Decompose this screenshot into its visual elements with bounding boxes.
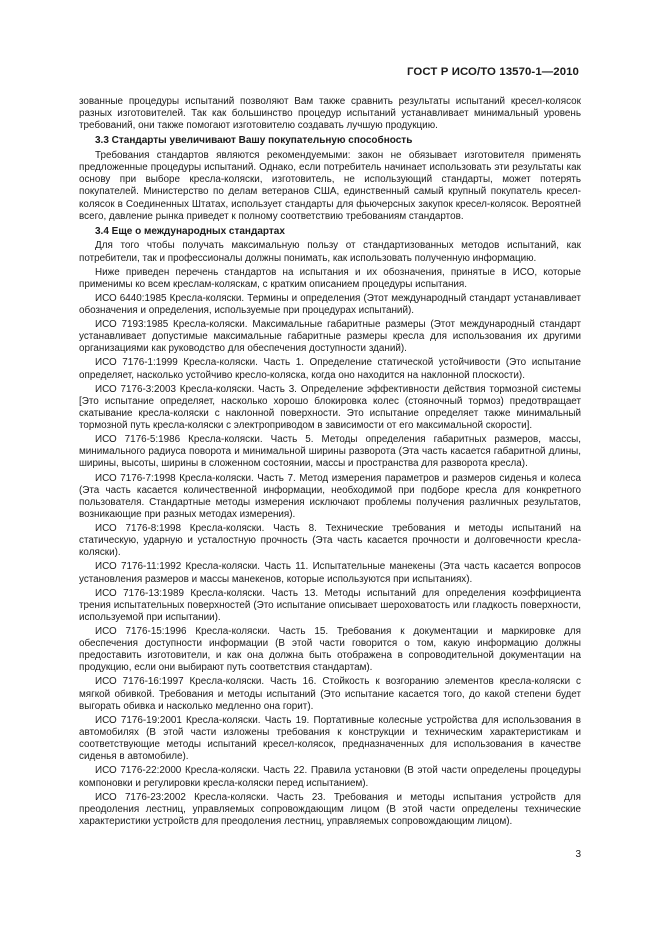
section-3-3-paragraph: Требования стандартов являются рекомендуемыми: закон не обязывает изготовителя применять предложенные процедуры испытаний. Однако, если потребитель начинает использовать эти результаты как основу при выборе кресла-коляски, изготовитель, не использующий стандарты, может потерять покупателей. Министерство по делам ветеранов США, единственный самый крупный покупатель кресел-колясок в Соединенных Штатах, использует стандарты для фьючерсных закупок кресел-колясок. Вероятней всего, давление рынка приведет к полному соответствию требованиям стандартов. <box>79 150 581 222</box>
standard-entry-iso-7176-11: ИСО 7176-11:1992 Кресла-коляски. Часть 11. Испытательные манекены (Эта часть касается вопросов установления размеров и массы манекенов, которые используются при испытаниях). <box>79 561 581 585</box>
standard-entry-iso-7176-8: ИСО 7176-8:1998 Кресла-коляски. Часть 8. Технические требования и методы испытаний на статическую, ударную и усталостную прочность (Эта часть касается прочности и долговечности кресла-коляски). <box>79 523 581 559</box>
standard-entry-iso-7176-7: ИСО 7176-7:1998 Кресла-коляски. Часть 7. Метод измерения параметров и размеров сиденья и колеса (Эта часть касается количественной информации, необходимой при подборе кресла для конкретного пользователя. Стандартные методы измерения исключают проблемы получения различных результатов, возникающие при разных методах измерения). <box>79 472 581 520</box>
standard-entry-iso-7176-23: ИСО 7176-23:2002 Кресла-коляски. Часть 23. Требования и методы испытания устройств для преодоления лестниц, управляемых сопровождающим лицом (В этой части определены технические характеристики устройств для преодоления лестниц, управляемых сопровождающим лицом). <box>79 791 581 827</box>
standard-entry-iso-7176-16: ИСО 7176-16:1997 Кресла-коляски. Часть 16. Стойкость к возгоранию элементов кресла-коляски с мягкой обивкой. Требования и методы испытаний (Это испытание касается того, до какой степени будет выгорать обивка и насколько медленно она горит). <box>79 676 581 712</box>
section-heading-3-3: 3.3 Стандарты увеличивают Вашу покупательную способность <box>95 135 413 147</box>
section-3-4-paragraph: Ниже приведен перечень стандартов на испытания и их обозначения, принятые в ИСО, которые применимы ко всем креслам-коляскам, с кратким описанием процедуры испытания. <box>79 266 581 290</box>
standard-entry-iso-7176-15: ИСО 7176-15:1996 Кресла-коляски. Часть 15. Требования к документации и маркировке для обеспечения доступности информации (В этой части говорится о том, какую информацию должны предоставить изготовители, и как она должна быть отображена в сопроводительной документации на продукцию, если они выбирают путь соответствия стандартам). <box>79 625 581 674</box>
document-body <box>79 96 581 830</box>
intro-paragraph: зованные процедуры испытаний позволяют Вам также сравнить результаты испытаний кресел-колясок разных изготовителей. Так как большинство процедур испытаний устанавливает минимальный уровень требований, они также помогают изготовителю создавать лучшую продукцию. <box>79 96 581 132</box>
standard-entry-iso-7176-13: ИСО 7176-13:1989 Кресла-коляски. Часть 13. Методы испытаний для определения коэффициента трения испытательных поверхностей (Это испытание описывает шероховатость или гладкость поверхности, используемой при испытании). <box>79 587 581 623</box>
section-3-4-paragraph: Для того чтобы получать максимальную пользу от стандартизованных методов испытаний, как потребители, так и профессионалы должны понимать, как использовать полученную информацию. <box>79 240 581 264</box>
section-heading-3-4: 3.4 Еще о международных стандартах <box>95 225 285 237</box>
standard-entry-iso-6440: ИСО 6440:1985 Кресла-коляски. Термины и определения (Этот международный стандарт устанавливает обозначения и определения, используемые при процедурах испытаний). <box>79 292 581 317</box>
standard-entry-iso-7176-5: ИСО 7176-5:1986 Кресла-коляски. Часть 5. Методы определения габаритных размеров, массы, минимального радиуса поворота и минимальной ширины разворота (Эта часть касается габаритной длины, ширины, высоты, ширины в сложенном состоянии, массы и пространства для разворота кресла). <box>79 434 581 470</box>
standard-entry-iso-7176-19: ИСО 7176-19:2001 Кресла-коляски. Часть 19. Портативные колесные устройства для использования в автомобилях (В этой части изложены требования к конструкции и техническим характеристикам и соответствующие методы испытаний кресел-колясок, предназначенных для использования в качестве сиденья в автомобиле). <box>79 714 581 763</box>
standard-entry-iso-7176-3: ИСО 7176-3:2003 Кресла-коляски. Часть 3. Определение эффективности действия тормозной системы [Это испытание определяет, насколько хорошо блокировка колес (стояночный тормоз) предотвращает скатывание кресла-коляски с наклонной поверхности. Это испытание определяет также минимальный тормозной путь кресла-коляски с электроприводом в зависимости от его максимальной скорости]. <box>79 383 581 432</box>
standard-entry-iso-7193: ИСО 7193:1985 Кресла-коляски. Максимальные габаритные размеры (Этот международный стандарт устанавливает допустимые максимальные габаритные размеры кресла для использования их другими организациями как руководство для обеспечения доступности зданий). <box>79 319 581 355</box>
document-header: ГОСТ Р ИСО/ТО 13570-1—2010 <box>407 66 579 78</box>
page-number: 3 <box>575 849 581 860</box>
standard-entry-iso-7176-1: ИСО 7176-1:1999 Кресла-коляски. Часть 1. Определение статической устойчивости (Это испытание определяет, насколько устойчиво кресло-коляска, когда оно находится на наклонной плоскости). <box>79 357 581 381</box>
standard-entry-iso-7176-22: ИСО 7176-22:2000 Кресла-коляски. Часть 22. Правила установки (В этой части определены процедуры компоновки и регулировки кресла-коляски перед испытанием). <box>79 765 581 789</box>
